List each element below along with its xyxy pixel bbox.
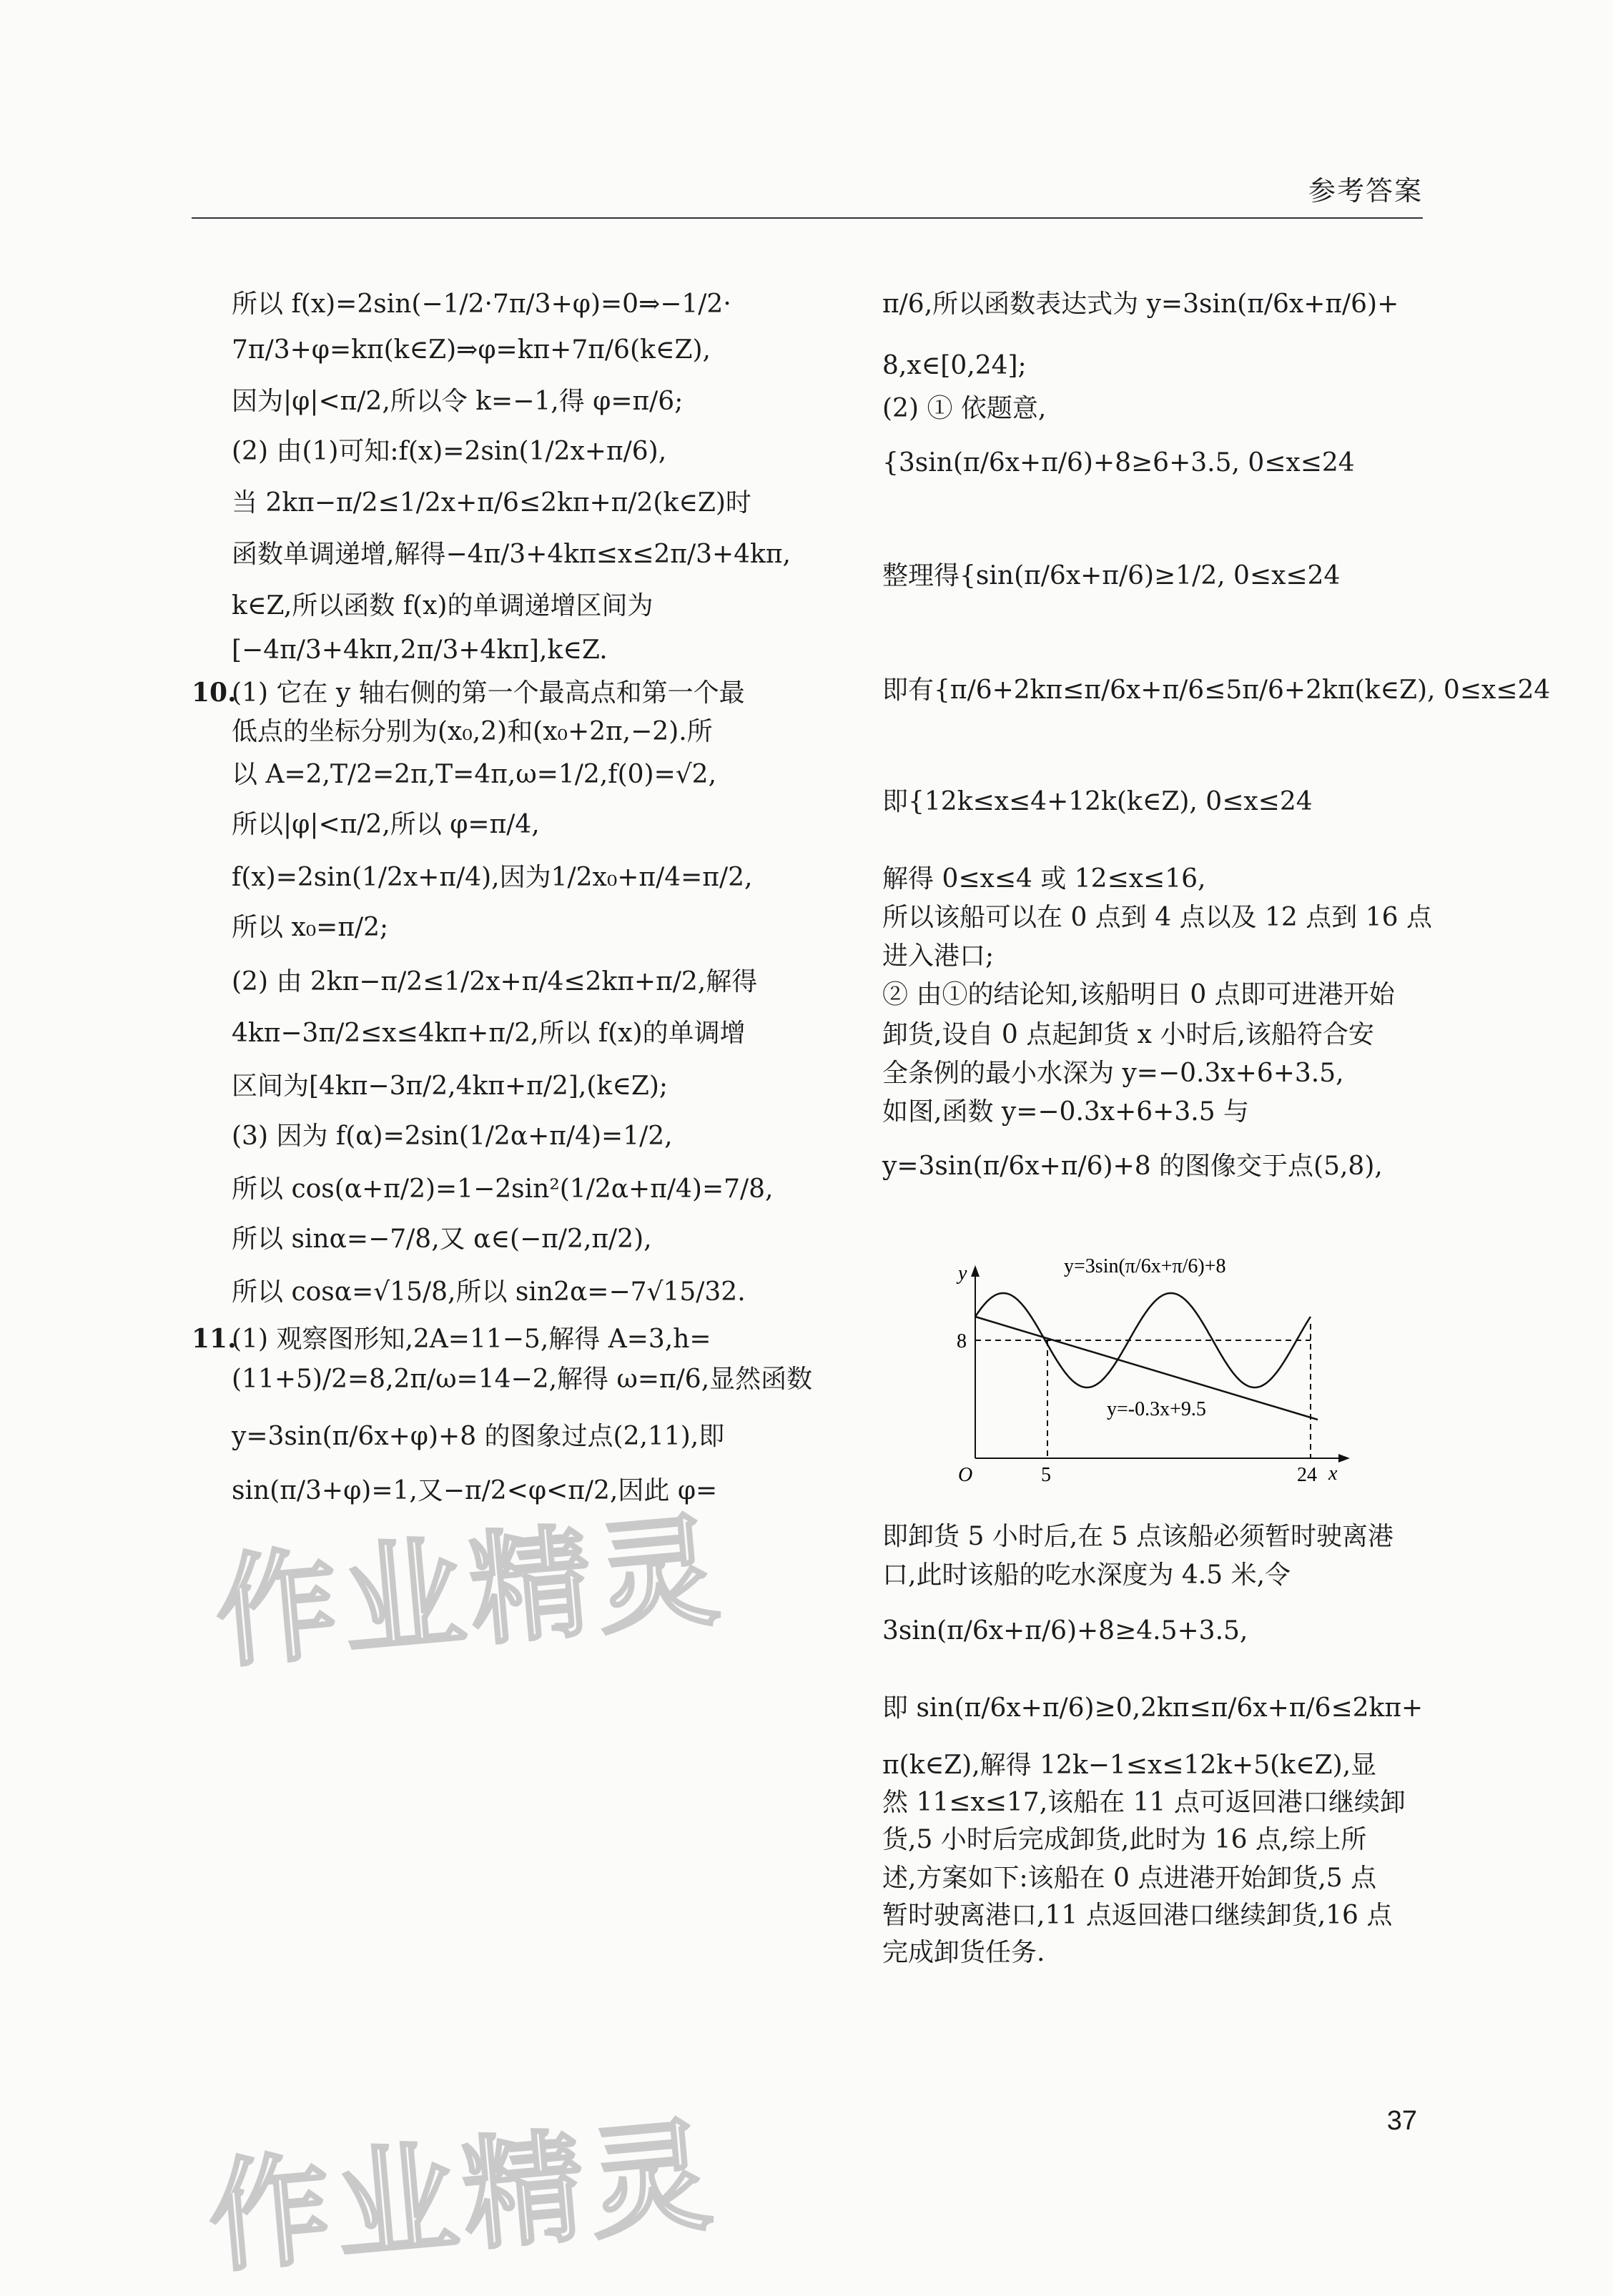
- left-line: 因为|φ|<π/2,所以令 k=−1,得 φ=π/6;: [232, 387, 684, 416]
- right-line: 卸货,设自 0 点起卸货 x 小时后,该船符合安: [882, 1020, 1374, 1049]
- right-line: 口,此时该船的吃水深度为 4.5 米,令: [882, 1560, 1291, 1590]
- left-line: y=3sin(π/6x+φ)+8 的图象过点(2,11),即: [232, 1422, 725, 1451]
- left-line: 4kπ−3π/2≤x≤4kπ+π/2,所以 f(x)的单调增: [232, 1019, 746, 1048]
- y-axis-label: y: [958, 1262, 967, 1285]
- watermark-bottom: 作业精灵: [203, 2107, 723, 2287]
- right-line: 解得 0≤x≤4 或 12≤x≤16,: [882, 864, 1206, 894]
- left-line: 以 A=2,T/2=2π,T=4π,ω=1/2,f(0)=√2,: [232, 760, 717, 789]
- right-line: 所以该船可以在 0 点到 4 点以及 12 点到 16 点: [882, 903, 1432, 932]
- left-line: (3) 因为 f(α)=2sin(1/2α+π/4)=1/2,: [232, 1122, 673, 1151]
- left-line: (2) 由 2kπ−π/2≤1/2x+π/4≤2kπ+π/2,解得: [232, 967, 758, 996]
- left-line: 所以 x₀=π/2;: [232, 913, 389, 942]
- right-line: 3sin(π/6x+π/6)+8≥4.5+3.5,: [882, 1616, 1248, 1646]
- right-line: 整理得{sin(π/6x+π/6)≥1/2, 0≤x≤24: [882, 561, 1341, 590]
- tick-5-label: 5: [1041, 1464, 1051, 1486]
- sine-label: y=3sin(π/6x+π/6)+8: [1064, 1255, 1226, 1277]
- left-line: 所以 cos(α+π/2)=1−2sin²(1/2α+π/4)=7/8,: [232, 1174, 774, 1204]
- left-line: 函数单调递增,解得−4π/3+4kπ≤x≤2π/3+4kπ,: [232, 540, 791, 569]
- left-line: 7π/3+φ=kπ(k∈Z)⇒φ=kπ+7π/6(k∈Z),: [232, 335, 711, 365]
- right-line: 即{12k≤x≤4+12k(k∈Z), 0≤x≤24: [882, 787, 1313, 816]
- right-line: 即有{π/6+2kπ≤π/6x+π/6≤5π/6+2kπ(k∈Z), 0≤x≤24: [882, 676, 1551, 705]
- page-header: [192, 169, 1423, 219]
- tick-8-label: 8: [957, 1330, 967, 1352]
- left-line: 所以 cosα=√15/8,所以 sin2α=−7√15/32.: [232, 1277, 746, 1307]
- right-line: π(k∈Z),解得 12k−1≤x≤12k+5(k∈Z),显: [882, 1751, 1377, 1780]
- right-line: 完成卸货任务.: [882, 1938, 1045, 1967]
- header-rule: [192, 217, 1423, 219]
- watermark: 作业精灵: [210, 1503, 730, 1683]
- left-line: 低点的坐标分别为(x₀,2)和(x₀+2π,−2).所: [232, 717, 713, 746]
- question-number-10: 10.: [192, 678, 237, 708]
- left-line: 当 2kπ−π/2≤1/2x+π/6≤2kπ+π/2(k∈Z)时: [232, 488, 751, 518]
- left-line: f(x)=2sin(1/2x+π/4),因为1/2x₀+π/4=π/2,: [232, 863, 753, 892]
- left-line: 所以|φ|<π/2,所以 φ=π/4,: [232, 810, 540, 839]
- right-line: 如图,函数 y=−0.3x+6+3.5 与: [882, 1097, 1250, 1127]
- right-line: π/6,所以函数表达式为 y=3sin(π/6x+π/6)+: [882, 290, 1399, 319]
- x-axis-label: x: [1328, 1463, 1338, 1485]
- right-line: 货,5 小时后完成卸货,此时为 16 点,综上所: [882, 1825, 1367, 1854]
- y-axis-arrow: [971, 1265, 980, 1277]
- right-line: 暂时驶离港口,11 点返回港口继续卸货,16 点: [882, 1901, 1393, 1930]
- right-line: 然 11≤x≤17,该船在 11 点可返回港口继续卸: [882, 1788, 1406, 1817]
- header-title: 参考答案: [1308, 175, 1423, 207]
- right-line: 全条例的最小水深为 y=−0.3x+6+3.5,: [882, 1059, 1344, 1088]
- right-line: {3sin(π/6x+π/6)+8≥6+3.5, 0≤x≤24: [882, 448, 1355, 477]
- right-line: 进入港口;: [882, 941, 995, 971]
- left-line: (1) 它在 y 轴右侧的第一个最高点和第一个最: [232, 678, 745, 708]
- left-line: k∈Z,所以函数 f(x)的单调递增区间为: [232, 591, 653, 620]
- right-line: 8,x∈[0,24];: [882, 351, 1027, 380]
- right-line: (2) ① 依题意,: [882, 394, 1047, 423]
- left-line: (1) 观察图形知,2A=11−5,解得 A=3,h=: [232, 1325, 711, 1354]
- left-line: (2) 由(1)可知:f(x)=2sin(1/2x+π/6),: [232, 437, 667, 466]
- line-label: y=-0.3x+9.5: [1107, 1398, 1206, 1420]
- question-number-11: 11.: [192, 1324, 237, 1354]
- tick-24-label: 24: [1297, 1464, 1317, 1486]
- left-line: 所以 f(x)=2sin(−1/2·7π/3+φ)=0⇒−1/2·: [232, 290, 731, 319]
- function-graph: [949, 1244, 1350, 1487]
- origin-label: O: [958, 1464, 973, 1486]
- right-line: 述,方案如下:该船在 0 点进港开始卸货,5 点: [882, 1864, 1377, 1893]
- right-line: 即卸货 5 小时后,在 5 点该船必须暂时驶离港: [882, 1522, 1394, 1551]
- left-line: sin(π/3+φ)=1,又−π/2<φ<π/2,因此 φ=: [232, 1476, 718, 1505]
- left-line: 区间为[4kπ−3π/2,4kπ+π/2],(k∈Z);: [232, 1072, 669, 1101]
- page-number: 37: [1386, 2106, 1417, 2136]
- x-axis-arrow: [1338, 1454, 1350, 1463]
- right-line: 即 sin(π/6x+π/6)≥0,2kπ≤π/6x+π/6≤2kπ+: [882, 1693, 1424, 1723]
- left-line: 所以 sinα=−7/8,又 α∈(−π/2,π/2),: [232, 1224, 652, 1254]
- left-line: [−4π/3+4kπ,2π/3+4kπ],k∈Z.: [232, 635, 608, 665]
- right-line: ② 由①的结论知,该船明日 0 点即可进港开始: [882, 980, 1395, 1009]
- right-line: y=3sin(π/6x+π/6)+8 的图像交于点(5,8),: [882, 1152, 1383, 1181]
- left-line: (11+5)/2=8,2π/ω=14−2,解得 ω=π/6,显然函数: [232, 1365, 813, 1394]
